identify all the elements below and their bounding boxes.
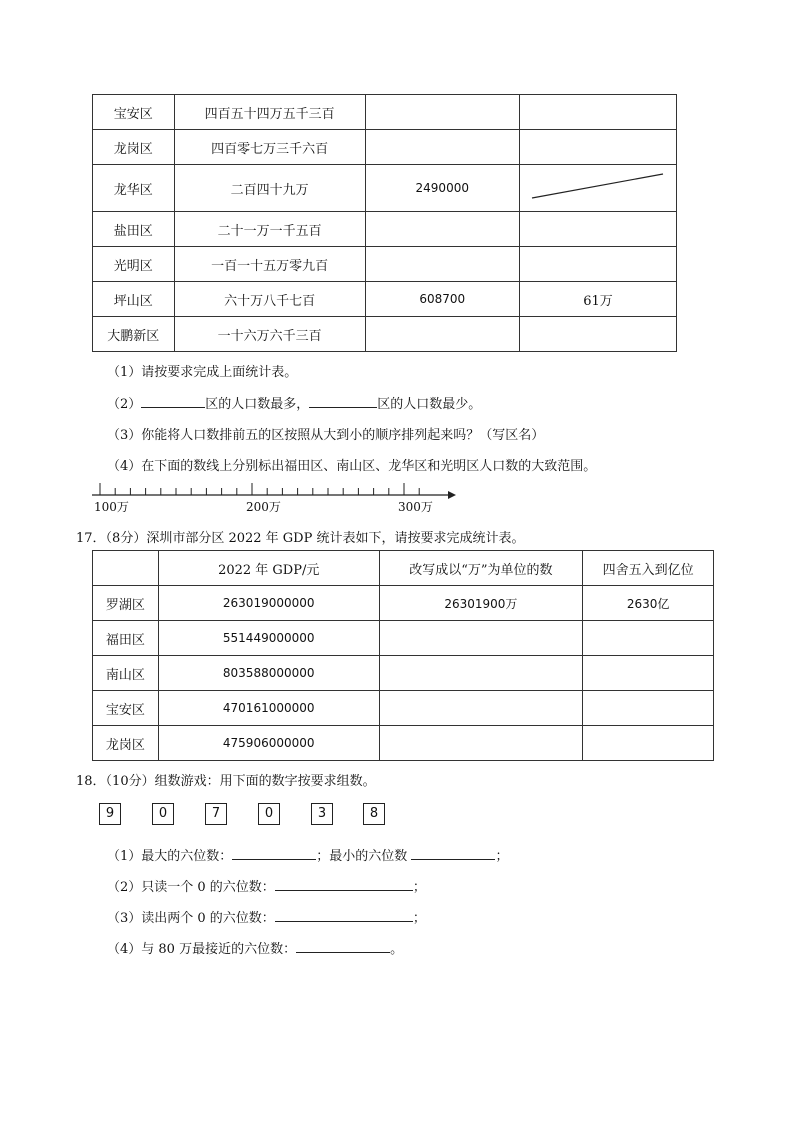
answer-blank[interactable] bbox=[275, 907, 413, 922]
answer-blank[interactable] bbox=[232, 845, 316, 860]
q16-part2-mid: 区的人口数最多， bbox=[205, 397, 310, 412]
slash-line-icon bbox=[520, 165, 676, 211]
gdp-cell: 551449000000 bbox=[158, 621, 379, 656]
chinese-number-cell: 一十六万六千三百 bbox=[174, 317, 365, 352]
yi-cell[interactable] bbox=[583, 691, 714, 726]
gdp-cell: 475906000000 bbox=[158, 726, 379, 761]
digit-card: 7 bbox=[205, 803, 227, 825]
digit-card: 8 bbox=[363, 803, 385, 825]
chinese-number-cell: 六十万八千七百 bbox=[174, 282, 365, 317]
header-yi: 四舍五入到亿位 bbox=[583, 551, 714, 586]
answer-blank[interactable] bbox=[296, 938, 390, 953]
digit-card: 0 bbox=[152, 803, 174, 825]
district-cell: 龙岗区 bbox=[93, 726, 159, 761]
q16-part2-suffix: 区的人口数最少。 bbox=[377, 397, 482, 412]
wan-cell[interactable] bbox=[379, 691, 583, 726]
q18-part3-suffix: ； bbox=[412, 911, 426, 926]
district-cell: 南山区 bbox=[93, 656, 159, 691]
q16-part1: （1）请按要求完成上面统计表。 bbox=[107, 365, 298, 380]
table-row bbox=[93, 656, 714, 691]
wan-cell[interactable]: 26301900万 bbox=[379, 586, 583, 621]
district-cell: 龙华区 bbox=[93, 165, 175, 212]
q18-part1 bbox=[107, 845, 508, 864]
rounded-cell[interactable] bbox=[519, 130, 676, 165]
district-cell: 坪山区 bbox=[93, 282, 175, 317]
header-wan: 改写成以“万”为单位的数 bbox=[379, 551, 583, 586]
rounded-cell[interactable] bbox=[519, 212, 676, 247]
number-cell[interactable] bbox=[365, 130, 519, 165]
q18-part4-suffix: 。 bbox=[390, 942, 404, 957]
crossed-out-cell bbox=[519, 165, 676, 212]
number-cell[interactable] bbox=[365, 317, 519, 352]
district-cell: 盐田区 bbox=[93, 212, 175, 247]
table-row bbox=[93, 691, 714, 726]
number-line[interactable] bbox=[90, 480, 460, 500]
district-cell: 宝安区 bbox=[93, 691, 159, 726]
digit-card: 3 bbox=[311, 803, 333, 825]
q16-part3: （3）你能将人口数排前五的区按照从大到小的顺序排列起来吗？（写区名） bbox=[107, 428, 545, 443]
district-cell: 大鹏新区 bbox=[93, 317, 175, 352]
wan-cell[interactable] bbox=[379, 726, 583, 761]
table-row bbox=[93, 726, 714, 761]
q18-part1-prefix: （1）最大的六位数： bbox=[107, 849, 233, 864]
numberline-label-300: 300万 bbox=[398, 500, 433, 514]
q18-part3-prefix: （3）读出两个 0 的六位数： bbox=[107, 911, 275, 926]
chinese-number-cell: 二百四十九万 bbox=[174, 165, 365, 212]
arrow-head-icon bbox=[448, 491, 456, 499]
district-cell: 龙岗区 bbox=[93, 130, 175, 165]
number-cell[interactable]: 608700 bbox=[365, 282, 519, 317]
digit-card: 9 bbox=[99, 803, 121, 825]
q16-part2 bbox=[107, 393, 481, 412]
wan-cell[interactable] bbox=[379, 656, 583, 691]
table-row bbox=[93, 212, 677, 247]
population-table bbox=[92, 94, 677, 352]
district-cell: 罗湖区 bbox=[93, 586, 159, 621]
q16-part2-prefix: （2） bbox=[107, 397, 142, 412]
q18-part1-suffix: ； bbox=[495, 849, 509, 864]
wan-cell[interactable] bbox=[379, 621, 583, 656]
district-cell: 宝安区 bbox=[93, 95, 175, 130]
answer-blank[interactable] bbox=[141, 393, 205, 408]
q16-part4: （4）在下面的数线上分别标出福田区、南山区、龙华区和光明区人口数的大致范围。 bbox=[107, 459, 597, 474]
number-cell[interactable]: 2490000 bbox=[365, 165, 519, 212]
q18-part2-prefix: （2）只读一个 0 的六位数： bbox=[107, 880, 275, 895]
table-header-row bbox=[93, 551, 714, 586]
q18-part2-suffix: ； bbox=[412, 880, 426, 895]
table-row bbox=[93, 130, 677, 165]
q18-part1-mid: ；最小的六位数 bbox=[316, 849, 408, 864]
gdp-cell: 470161000000 bbox=[158, 691, 379, 726]
header-gdp: 2022 年 GDP/元 bbox=[158, 551, 379, 586]
yi-cell[interactable]: 2630亿 bbox=[583, 586, 714, 621]
yi-cell[interactable] bbox=[583, 656, 714, 691]
q18-part2 bbox=[107, 876, 426, 895]
table-row bbox=[93, 247, 677, 282]
chinese-number-cell: 四百零七万三千六百 bbox=[174, 130, 365, 165]
answer-blank[interactable] bbox=[275, 876, 413, 891]
rounded-cell[interactable] bbox=[519, 247, 676, 282]
chinese-number-cell: 四百五十四万五千三百 bbox=[174, 95, 365, 130]
table-row bbox=[93, 95, 677, 130]
gdp-cell: 263019000000 bbox=[158, 586, 379, 621]
table-row bbox=[93, 282, 677, 317]
digit-card: 0 bbox=[258, 803, 280, 825]
gdp-table bbox=[92, 550, 714, 761]
table-row bbox=[93, 165, 677, 212]
table-row bbox=[93, 317, 677, 352]
gdp-cell: 803588000000 bbox=[158, 656, 379, 691]
yi-cell[interactable] bbox=[583, 726, 714, 761]
number-cell[interactable] bbox=[365, 212, 519, 247]
q17-title: 17．（8分）深圳市部分区 2022 年 GDP 统计表如下，请按要求完成统计表。 bbox=[76, 531, 525, 546]
q18-part4 bbox=[107, 938, 403, 957]
rounded-cell[interactable] bbox=[519, 95, 676, 130]
q18-title: 18．（10分）组数游戏：用下面的数字按要求组数。 bbox=[76, 774, 376, 789]
numberline-label-200: 200万 bbox=[246, 500, 281, 514]
answer-blank[interactable] bbox=[411, 845, 495, 860]
q18-part3 bbox=[107, 907, 426, 926]
number-cell[interactable] bbox=[365, 247, 519, 282]
number-cell[interactable] bbox=[365, 95, 519, 130]
chinese-number-cell: 二十一万一千五百 bbox=[174, 212, 365, 247]
answer-blank[interactable] bbox=[309, 393, 377, 408]
header-district bbox=[93, 551, 159, 586]
table-row bbox=[93, 586, 714, 621]
chinese-number-cell: 一百一十五万零九百 bbox=[174, 247, 365, 282]
rounded-cell[interactable] bbox=[519, 317, 676, 352]
q18-part4-prefix: （4）与 80 万最接近的六位数： bbox=[107, 942, 297, 957]
table-row bbox=[93, 621, 714, 656]
yi-cell[interactable] bbox=[583, 621, 714, 656]
district-cell: 福田区 bbox=[93, 621, 159, 656]
numberline-label-100: 100万 bbox=[94, 500, 129, 514]
district-cell: 光明区 bbox=[93, 247, 175, 282]
rounded-cell[interactable]: 61万 bbox=[519, 282, 676, 317]
